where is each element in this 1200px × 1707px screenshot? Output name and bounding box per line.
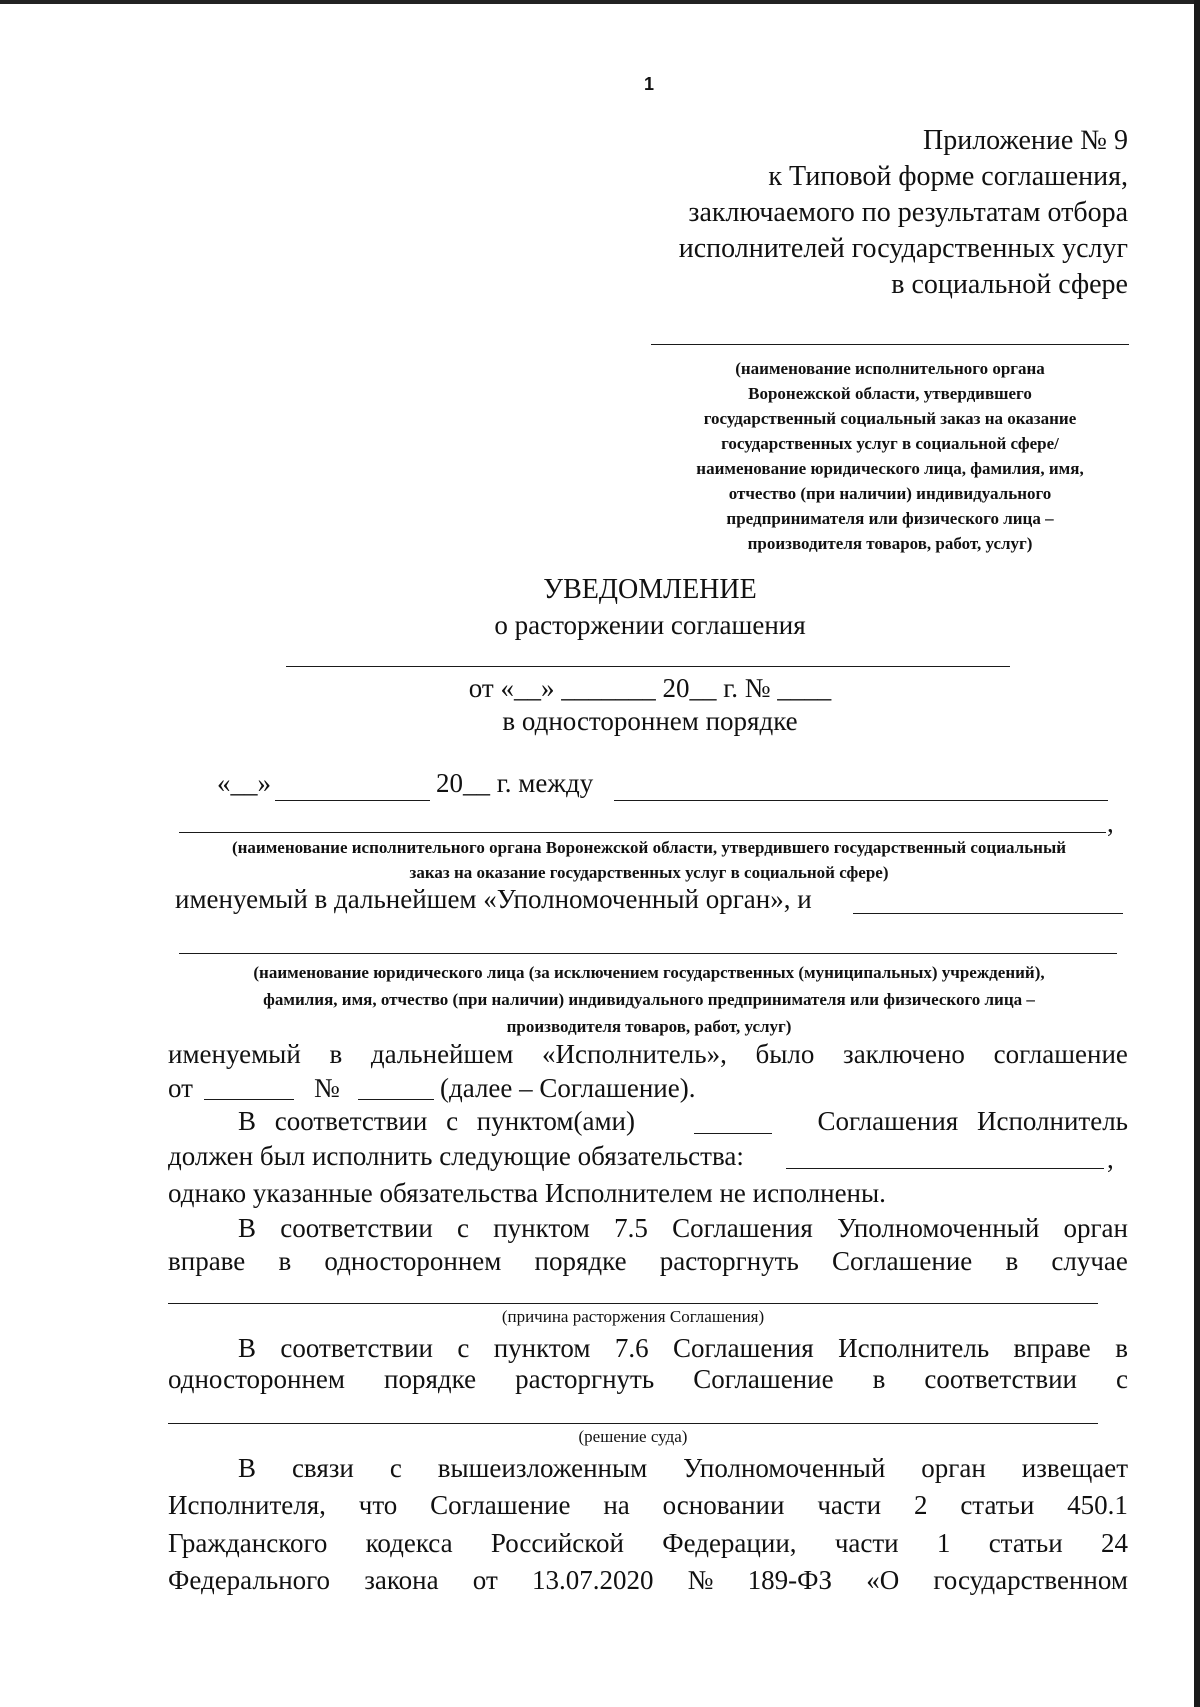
appendix-line: в социальной сфере [891,269,1128,300]
word: части [834,1528,899,1558]
word: расторгнуть [659,1246,799,1276]
paragraph-line [168,1490,1128,1521]
word: одностороннем [168,1364,345,1394]
termination-reason-blank [168,1303,1098,1304]
clause-number-blank [694,1133,772,1134]
word: Исполнителя, [168,1490,326,1520]
paragraph-line [238,1333,1128,1364]
word: дальнейшем [370,1039,514,1069]
word: Российской [490,1528,624,1558]
word: Федерации, [662,1528,797,1558]
intro-date-start: «__» [217,768,271,798]
caption-line: производителя товаров, работ, услуг) [747,534,1033,553]
word: одностороннем [324,1246,502,1276]
word: «Исполнитель», [542,1039,727,1069]
addressee-caption [651,356,1129,556]
word: в [872,1364,886,1394]
word: в [1115,1333,1128,1363]
word: Соглашения [672,1333,814,1363]
paragraph-text: В соответствии с пунктом(ами) [238,1106,635,1136]
executor-caption [179,959,1119,1040]
caption-line: (наименование исполнительного органа Воронежской области, утвердившего государственный социальный [231,838,1067,857]
word: 1 [936,1528,951,1558]
paragraph-line [168,1565,1128,1596]
paragraph-text: однако указанные обязательства Исполнителем не исполнены. [168,1178,886,1208]
word: части [817,1490,882,1520]
word: от [472,1565,498,1595]
word: пунктом [493,1213,590,1243]
authority-caption [179,835,1119,885]
scan-edge-right [1194,0,1200,1707]
word: Соглашение [831,1246,973,1276]
word: что [358,1490,398,1520]
appendix-line: к Типовой форме соглашения, [768,161,1128,192]
caption-line: государственный социальный заказ на оказание [703,409,1077,428]
authority-blank-line [179,832,1106,833]
word: В [238,1453,257,1483]
word: (далее – Соглашение). [440,1073,696,1103]
paragraph-line [168,1364,1128,1395]
word: закона [364,1565,439,1595]
word: кодекса [365,1528,453,1558]
caption-line: Воронежской области, утвердившего [748,384,1032,403]
word: соответствии [924,1364,1077,1394]
agreement-date-blank [204,1099,294,1100]
word: с [457,1213,469,1243]
word: заключено [843,1039,965,1069]
word: с [457,1333,470,1363]
word: Соглашения [672,1213,813,1243]
paragraph-line [168,1528,1128,1559]
caption-line: (наименование юридического лица (за исключением государственных (муниципальных) учреждений), [253,963,1045,982]
word: «О [866,1565,900,1595]
caption-line: наименование юридического лица, фамилия, имя, [696,459,1084,478]
word: 2 [913,1490,928,1520]
word: 7.6 [614,1333,649,1363]
paragraph-line [168,1039,1128,1070]
appendix-line: заключаемого по результатам отбора [688,197,1128,228]
word: соглашение [993,1039,1128,1069]
authority-comma: , [1107,808,1114,838]
appendix-header [679,123,1128,303]
caption-line: (наименование исполнительного органа [735,359,1045,378]
word: Федерального [168,1565,331,1595]
executor-start-blank [853,913,1123,914]
word: именуемый [168,1039,301,1069]
word: в [278,1246,292,1276]
word: Уполномоченный [683,1453,886,1483]
word: 13.07.2020 [531,1565,654,1595]
caption-line: фамилия, имя, отчество (при наличии) индивидуального предпринимателя или физического лица – [263,990,1035,1009]
page-number: 1 [644,74,655,94]
document-subtitle: о расторжении соглашения [494,610,806,640]
word: государственном [933,1565,1128,1595]
word: Соглашение [693,1364,834,1394]
word: основании [662,1490,785,1520]
agreement-number-blank [358,1099,434,1100]
notice-date-line: от «__» _______ 20__ г. № ____ [468,673,832,703]
word: Соглашение [430,1490,571,1520]
word: случае [1051,1246,1128,1276]
word: расторгнуть [515,1364,655,1394]
named-authority-text: именуемый в дальнейшем «Уполномоченный орган», и [175,884,812,914]
word: соответствии [280,1333,433,1363]
caption-line: отчество (при наличии) индивидуального [728,484,1052,503]
termination-reason-caption: (причина расторжения Соглашения) [501,1307,765,1326]
intro-date-blank [275,800,430,801]
word: В [238,1213,257,1243]
word: на [603,1490,630,1520]
caption-line: предпринимателя или физического лица – [726,509,1054,528]
word: соответствии [280,1213,433,1243]
word: орган [1063,1213,1128,1243]
procedure-line: в одностороннем порядке [502,706,798,736]
appendix-line: исполнителей государственных услуг [678,233,1128,264]
word: связи [291,1453,354,1483]
executor-blank-line [179,953,1117,954]
caption-line: производителя товаров, работ, услуг) [506,1017,792,1036]
paragraph-line [168,1246,1128,1277]
caption-line: заказ на оказание государственных услуг в социальной сфере) [409,863,889,882]
word: порядке [534,1246,627,1276]
obligations-comma: , [1107,1144,1114,1174]
intro-year-text: 20__ г. между [436,768,594,798]
word: 7.5 [614,1213,648,1243]
word: с [1116,1364,1128,1394]
word: извещает [1021,1453,1128,1483]
word: в [329,1039,343,1069]
paragraph-text: Соглашения Исполнитель [817,1106,1128,1136]
word: с [389,1453,402,1483]
paragraph-line [238,1453,1128,1484]
appendix-line: Приложение № 9 [923,125,1128,156]
title-underline [286,666,1010,667]
word: Исполнитель [838,1333,990,1363]
word: пунктом [493,1333,591,1363]
word: в [1005,1246,1019,1276]
word: было [755,1039,815,1069]
scan-edge-top [0,0,1200,4]
word: орган [921,1453,986,1483]
word: 189-ФЗ [747,1565,832,1595]
word: статьи [988,1528,1063,1558]
word: 24 [1100,1528,1128,1558]
paragraph-line [238,1213,1128,1244]
word: порядке [384,1364,477,1394]
word: вышеизложенным [437,1453,648,1483]
court-decision-caption: (решение суда) [578,1427,688,1446]
word: 450.1 [1067,1490,1128,1520]
word: Гражданского [168,1528,328,1558]
caption-line: государственных услуг в социальной сфере/ [721,434,1059,453]
addressee-blank-line [651,344,1129,345]
word: № [687,1565,714,1595]
word: вправе [1013,1333,1091,1363]
word: В [238,1333,257,1363]
word: № [314,1073,340,1103]
obligations-blank [786,1168,1104,1169]
word: вправе [168,1246,246,1276]
document-title: УВЕДОМЛЕНИЕ [543,574,757,605]
word: статьи [960,1490,1035,1520]
word: Уполномоченный [837,1213,1040,1243]
intro-party-blank [614,800,1108,801]
word: от [168,1073,193,1103]
court-decision-blank [168,1423,1098,1424]
paragraph-text: должен был исполнить следующие обязательства: [168,1141,744,1171]
